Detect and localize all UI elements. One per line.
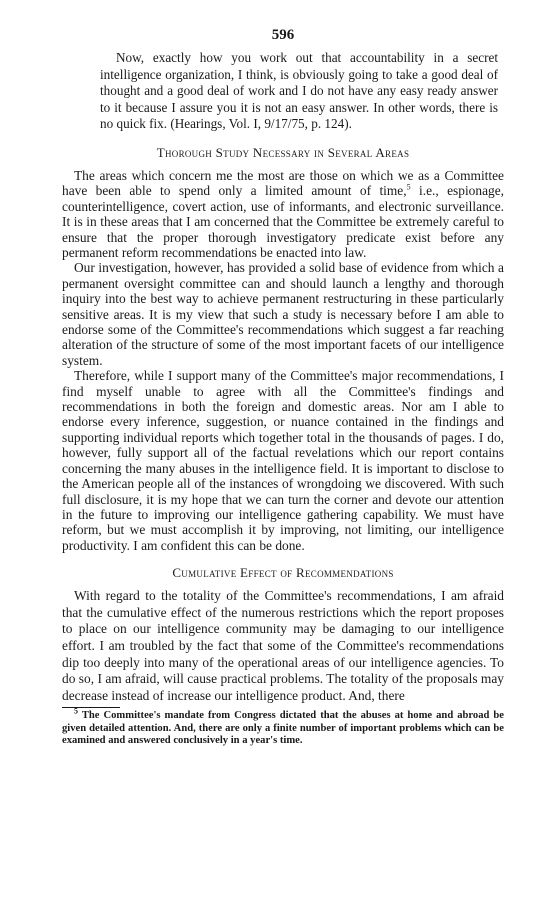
section-heading-cumulative-effect: Cumulative Effect of Recommendations <box>172 565 394 581</box>
block-quote <box>100 50 498 133</box>
page-number: 596 <box>271 27 295 43</box>
footnote <box>62 706 504 747</box>
paragraph-text: i.e., espionage, counterintelligence, covert action, use of informants, and electronic surveillance. It is in these areas that I am concerned that the Committee be extremely careful to ensure that the proper thorough investigatory predicate exist before any permanent reform recommendations be enacted into law. <box>62 183 504 260</box>
paragraph: Our investigation, however, has provided a solid base of evidence from which a permanent oversight committee can and should launch a lengthy and thorough inquiry into the best way to achieve permanent restructuring in these particularly sensitive areas. It is my view that such a study is necessary before I am able to endorse some of the Committee's recommendations which suggest a far reaching alteration of the structure of some of the most important facets of our intelligence system. <box>62 260 504 368</box>
paragraph <box>62 168 504 260</box>
section-thorough-study <box>62 168 504 553</box>
footnote-marker: 5 <box>74 706 78 716</box>
section-heading-thorough-study: Thorough Study Necessary in Several Areas <box>156 144 410 160</box>
section-cumulative-effect <box>62 588 504 704</box>
paragraph: With regard to the totality of the Committee's recommendations, I am afraid that the cumulative effect of the numerous restrictions which the report proposes to place on our intelligence community may be damaging to our intelligence effort. I am troubled by the fact that some of the Committee's recommendations dip too deeply into many of the operational areas of our intelligence agencies. To do so, I am afraid, will cause practical problems. The totality of the proposals may decrease instead of increase our intelligence product. And, there <box>62 588 504 703</box>
quote-text: Now, exactly how you work out that accountability in a secret intelligence organization, I think, is obviously going to take a good deal of thought and a good deal of work and I do not have any easy ready answer to it because I assure you it is not an easy answer. In other words, there is no quick fix. (Hearings, Vol. I, 9/17/75, p. 124). <box>100 50 498 132</box>
footnote-reference: 5 <box>406 182 411 192</box>
paragraph-text: The areas which concern me the most are those on which we as a Committee have been able to spend only a limited amount of time, <box>62 167 504 199</box>
footnote-divider <box>62 707 120 708</box>
footnote-text: The Committee's mandate from Congress dictated that the abuses at home and abroad be given detailed attention. And, there are only a finite number of important problems which can be examined and answered conclusively in a year's time. <box>62 710 504 747</box>
paragraph: Therefore, while I support many of the Committee's major recommendations, I find myself unable to agree with all the Committee's findings and recommendations in both the foreign and domestic areas. Nor am I able to endorse every inference, suggestion, or nuance contained in the findings and supporting individual reports which together total in the thousands of pages. I do, however, fully support all of the factual revelations which our report contains concerning the many abuses in the intelligence field. It is important to disclose to the American people all of the instances of wrongdoing we discovered. With such full disclosure, it is my hope that we can turn the corner and devote our attention in the future to improving our intelligence gathering capability. We must have reform, but we must accomplish it by improving, not limiting, our intelligence productivity. I am confident this can be done. <box>62 368 504 553</box>
